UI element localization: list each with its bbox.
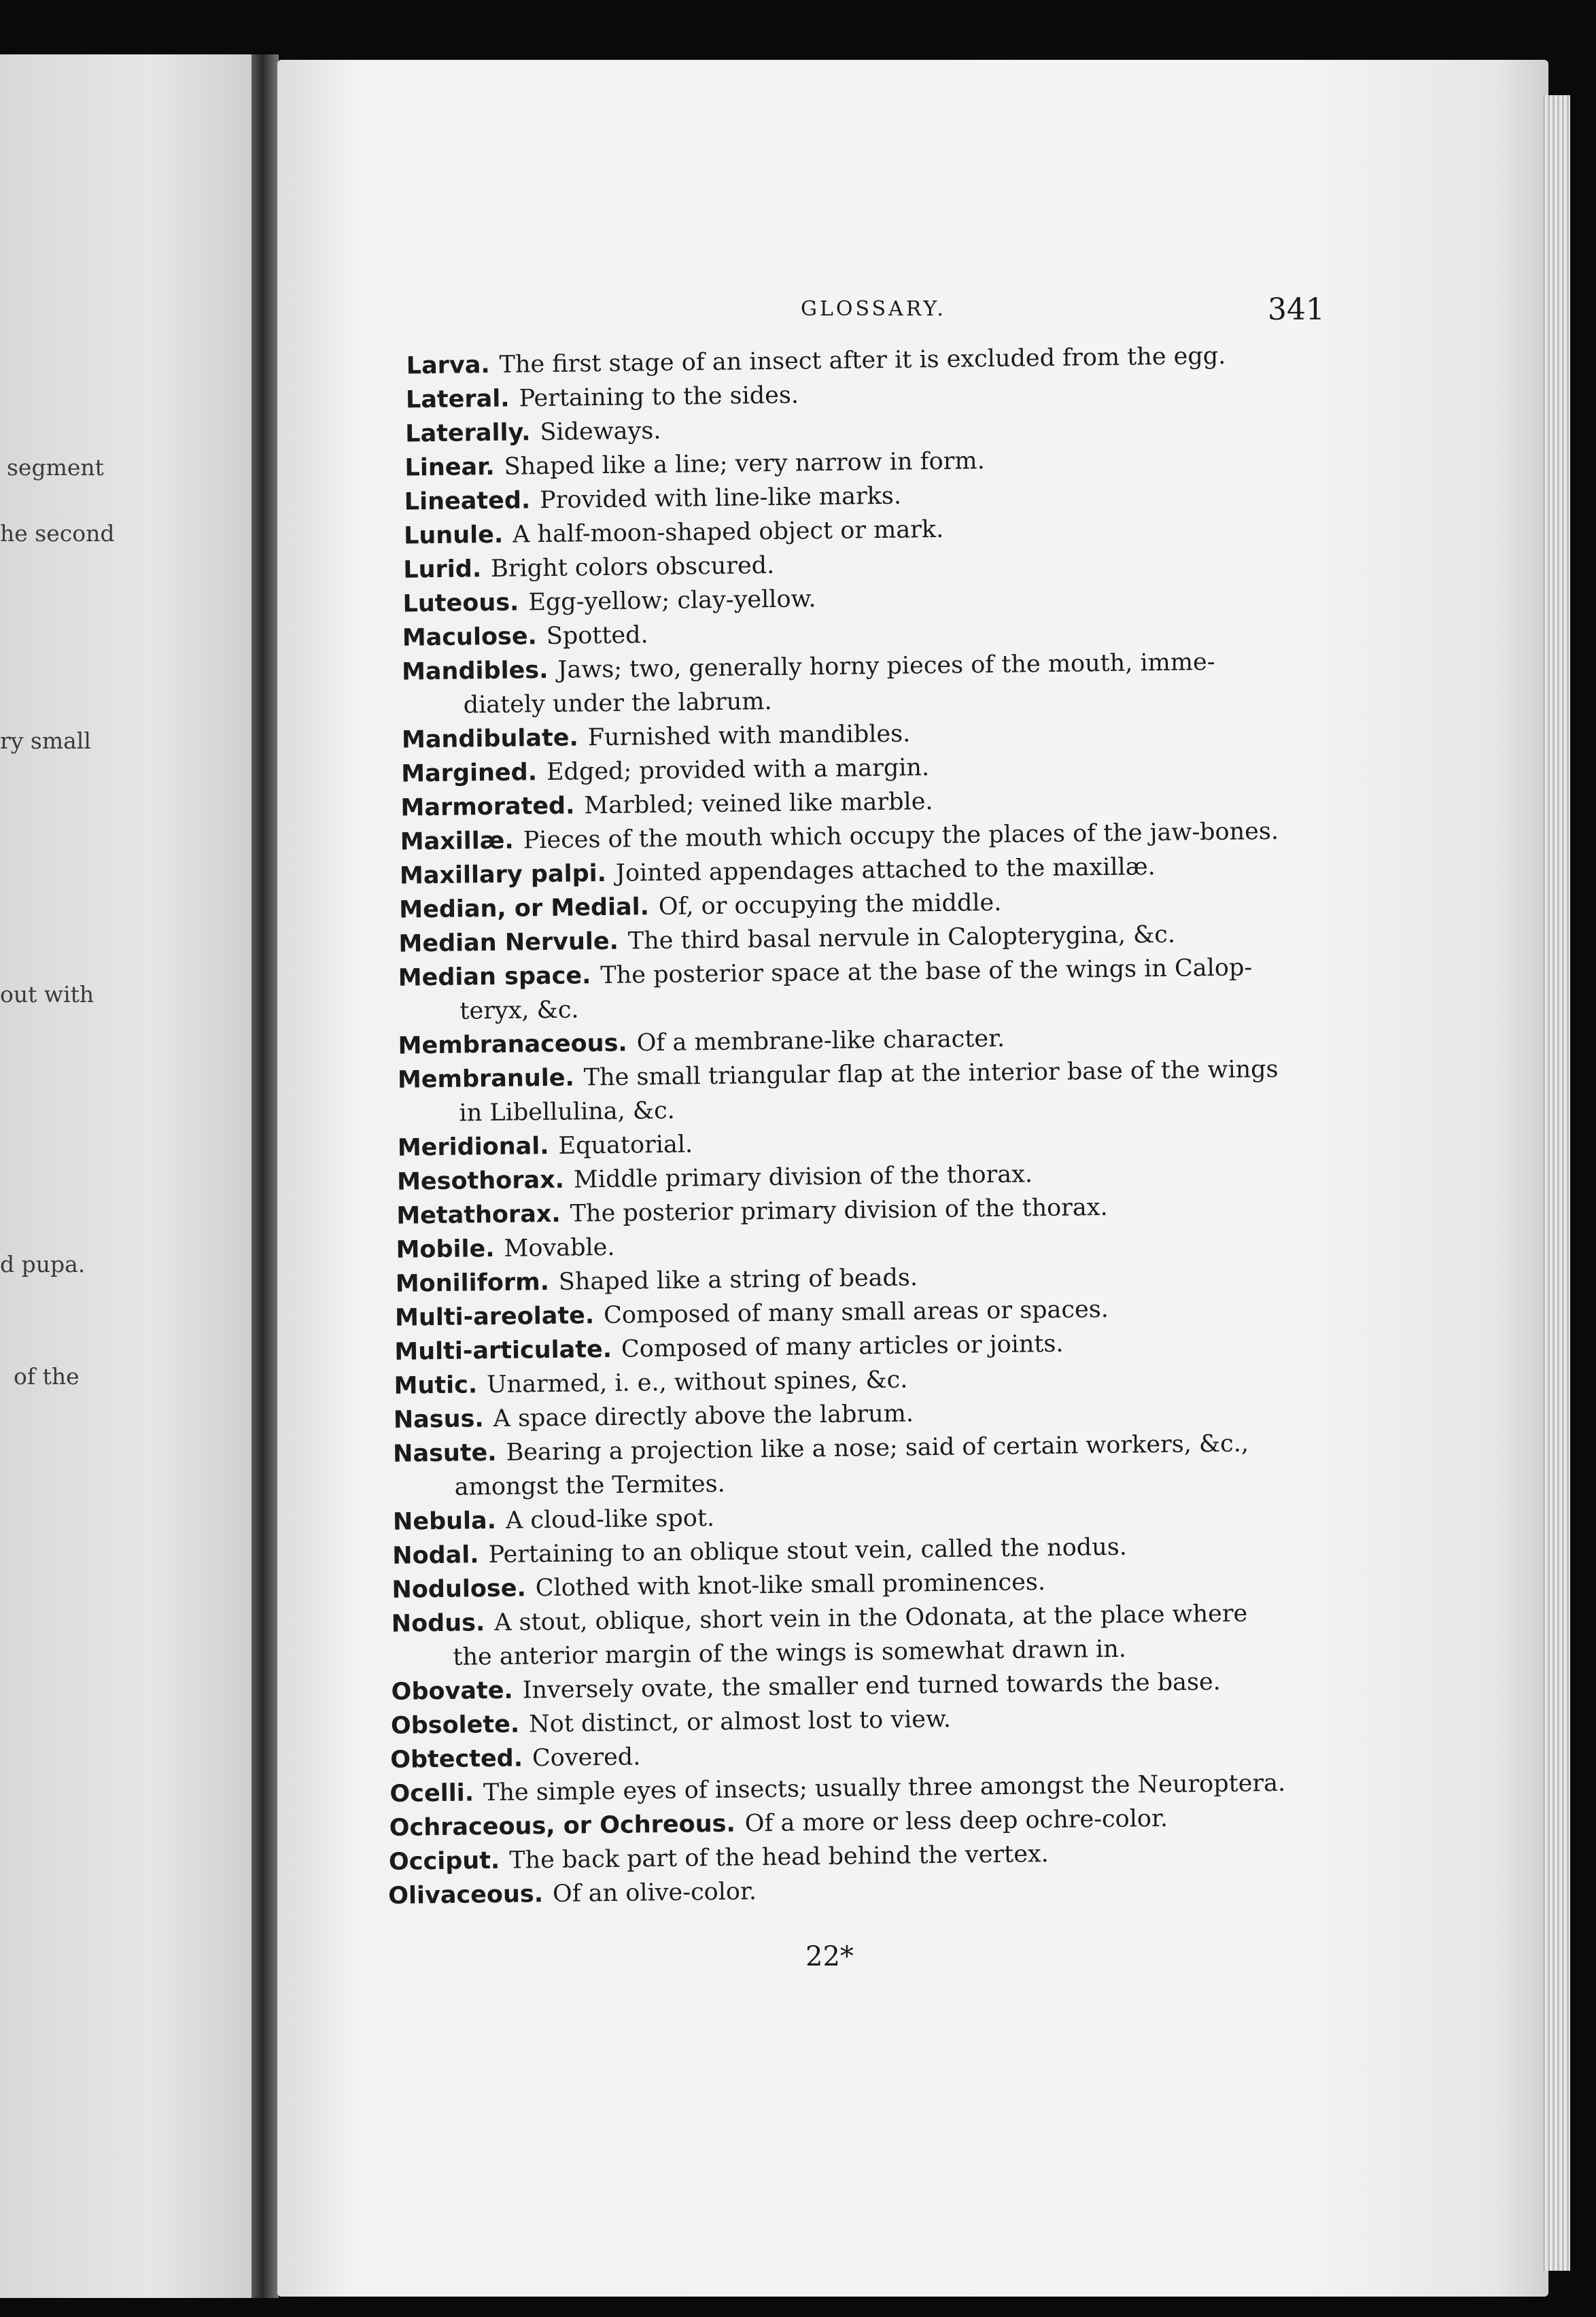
glossary-term: Olivaceous. — [388, 1881, 544, 1910]
glossary-definition: Bearing a projection like a nose; said of certain workers, &c., — [506, 1430, 1249, 1466]
glossary-entry — [402, 618, 648, 655]
glossary-entry — [403, 549, 775, 587]
glossary-entry — [406, 378, 799, 417]
glossary-definition: The small triangular flap at the interior base of the wings — [583, 1055, 1279, 1092]
glossary-definition: A stout, oblique, short vein in the Odonata, at the place where — [493, 1600, 1248, 1637]
glossary-term: Nasute. — [392, 1439, 497, 1468]
glossary-term: Lurid. — [403, 555, 482, 584]
book-gutter — [251, 54, 279, 2298]
glossary-entry — [391, 1702, 952, 1743]
glossary-definition: Not distinct, or almost lost to view. — [528, 1705, 952, 1738]
glossary-definition: The back part of the head behind the vertex. — [508, 1840, 1049, 1874]
glossary-entry — [402, 717, 911, 757]
glossary-term: Obsolete. — [390, 1711, 520, 1740]
glossary-definition: A space directly above the labrum. — [493, 1400, 914, 1433]
glossary-term: Lateral. — [405, 385, 510, 414]
glossary-definition: Of an olive-color. — [552, 1878, 757, 1908]
left-fragment: of the — [14, 1363, 80, 1390]
glossary-definition: Jointed appendages attached to the maxillæ. — [615, 853, 1156, 887]
left-fragment: he second — [0, 520, 115, 547]
glossary-entry — [398, 1127, 693, 1165]
glossary-definition: Egg-yellow; clay-yellow. — [528, 585, 816, 617]
glossary-term: Multi-areolate. — [394, 1302, 595, 1332]
glossary-term: Median Nervule. — [398, 927, 619, 958]
glossary-term: Mesothorax. — [396, 1166, 565, 1196]
running-header: GLOSSARY. — [801, 297, 946, 321]
glossary-definition-continuation: amongst the Termites. — [454, 1470, 725, 1501]
glossary-term: Linear. — [404, 453, 495, 482]
glossary-entry — [388, 1874, 757, 1913]
glossary-term: Mobile. — [396, 1235, 495, 1264]
glossary-definition: Pertaining to the sides. — [519, 381, 799, 413]
glossary-term: Membranule. — [397, 1064, 574, 1094]
glossary-term: Moniliform. — [395, 1269, 550, 1298]
glossary-entry — [404, 513, 944, 553]
glossary-definition: Of a more or less deep ochre-color. — [744, 1804, 1168, 1838]
glossary-term: Nodus. — [391, 1609, 485, 1638]
left-fragment: segment — [7, 454, 104, 481]
glossary-entry — [405, 414, 661, 451]
left-fragment: d pupa. — [0, 1251, 86, 1277]
glossary-term: Nodulose. — [392, 1575, 526, 1604]
glossary-definition: Clothed with knot-like small prominences. — [535, 1568, 1046, 1602]
glossary-term: Mandibles. — [401, 656, 549, 686]
glossary-term: Margined. — [400, 759, 538, 788]
signature-mark: 22* — [805, 1941, 854, 1972]
glossary-entry — [396, 1231, 615, 1267]
glossary-term: Maxillary palpi. — [399, 859, 607, 890]
glossary-definition: Spotted. — [546, 621, 648, 651]
glossary-definition: Inversely ovate, the smaller end turned towards the base. — [522, 1668, 1221, 1704]
glossary-definition: The third basal nervule in Calopterygina, &c. — [627, 921, 1176, 955]
glossary-definition: Shaped like a string of beads. — [558, 1264, 918, 1296]
glossary-term: Lunule. — [403, 521, 504, 550]
glossary-entry — [391, 1597, 1248, 1675]
glossary-definition: Middle primary division of the thorax. — [573, 1161, 1033, 1194]
glossary-term: Obtected. — [389, 1745, 523, 1774]
glossary-term: Maculose. — [402, 623, 538, 652]
glossary-definition: The posterior primary division of the thorax. — [570, 1193, 1108, 1228]
glossary-term: Median space. — [398, 962, 591, 992]
glossary-term: Lineated. — [404, 487, 531, 516]
glossary-definition: The simple eyes of insects; usually three amongst the Neuroptera. — [483, 1769, 1286, 1807]
page-edge — [1543, 95, 1570, 2271]
glossary-entry — [394, 1363, 907, 1403]
glossary-definition: Movable. — [504, 1233, 615, 1263]
glossary-term: Maxillæ. — [400, 827, 514, 856]
glossary-entry — [398, 1052, 1279, 1131]
glossary-definition: Unarmed, i. e., without spines, &c. — [486, 1366, 908, 1399]
glossary-term: Ocelli. — [389, 1779, 474, 1808]
glossary-definition: Sideways. — [540, 417, 661, 447]
glossary-definition: Pertaining to an oblique stout vein, called the nodus. — [488, 1533, 1128, 1569]
glossary-definition: Marbled; veined like marble. — [584, 788, 933, 820]
glossary-term: Metathorax. — [396, 1200, 561, 1230]
glossary-entry — [393, 1426, 1249, 1505]
glossary-definition: Of a membrane-like character. — [636, 1025, 1005, 1057]
glossary-term: Laterally. — [405, 419, 531, 448]
glossary-term: Larva. — [406, 351, 490, 380]
glossary-term: Nodal. — [392, 1541, 479, 1570]
glossary-term: Luteous. — [402, 589, 519, 618]
glossary-term: Median, or Medial. — [399, 893, 650, 924]
glossary-definition: The posterior space at the base of the wings in Calop- — [600, 954, 1253, 990]
glossary-definition: Covered. — [532, 1743, 641, 1772]
glossary-entry — [402, 645, 1216, 723]
glossary-entry — [393, 1501, 715, 1539]
page-number: 341 — [1268, 292, 1325, 327]
glossary-definition: Shaped like a line; very narrow in form. — [504, 447, 985, 481]
glossary-definition: Equatorial. — [558, 1131, 693, 1160]
glossary-entry — [402, 582, 816, 621]
glossary-term: Nebula. — [392, 1507, 497, 1536]
glossary-entry — [398, 950, 1253, 1029]
glossary-term: Ochraceous, or Ochreous. — [389, 1810, 735, 1842]
glossary-definition: Edged; provided with a margin. — [546, 754, 930, 787]
glossary-definition: Furnished with mandibles. — [587, 720, 911, 752]
glossary-definition: Composed of many articles or joints. — [621, 1330, 1064, 1363]
left-fragment: out with — [0, 981, 94, 1008]
glossary-term: Multi-articulate. — [394, 1335, 612, 1366]
glossary-definition: Of, or occupying the middle. — [658, 889, 1002, 921]
glossary-definition-continuation: the anterior margin of the wings is somewhat drawn in. — [453, 1635, 1127, 1671]
glossary-term: Nasus. — [393, 1405, 484, 1434]
glossary-definition-continuation: diately under the labrum. — [463, 687, 772, 719]
glossary-term: Mutic. — [394, 1371, 478, 1400]
glossary-term: Obovate. — [391, 1677, 513, 1706]
glossary-term: Occiput. — [388, 1847, 500, 1876]
left-fragment: ry small — [0, 727, 91, 754]
glossary-entry — [390, 1740, 641, 1777]
glossary-term: Mandibulate. — [401, 724, 578, 754]
glossary-definition: Pieces of the mouth which occupy the places of the jaw-bones. — [523, 817, 1279, 855]
glossary-definition: A half-moon-shaped object or mark. — [512, 515, 944, 549]
glossary-definition: Provided with line-like marks. — [539, 482, 902, 515]
glossary-definition: Bright colors obscured. — [490, 551, 775, 583]
glossary-definition: A cloud-like spot. — [505, 1505, 715, 1534]
glossary-entry — [404, 479, 901, 519]
left-page — [0, 54, 251, 2298]
glossary-term: Meridional. — [397, 1133, 549, 1162]
glossary-definition-continuation: in Libellulina, &c. — [459, 1097, 676, 1127]
glossary-definition-continuation: teryx, &c. — [459, 996, 579, 1025]
glossary-definition: Composed of many small areas or spaces. — [603, 1295, 1109, 1330]
glossary-term: Marmorated. — [400, 792, 575, 822]
glossary-term: Membranaceous. — [398, 1029, 627, 1060]
glossary-definition: The first stage of an insect after it is excluded from the egg. — [499, 342, 1226, 379]
glossary-definition: Jaws; two, generally horny pieces of the mouth, imme- — [557, 648, 1215, 684]
